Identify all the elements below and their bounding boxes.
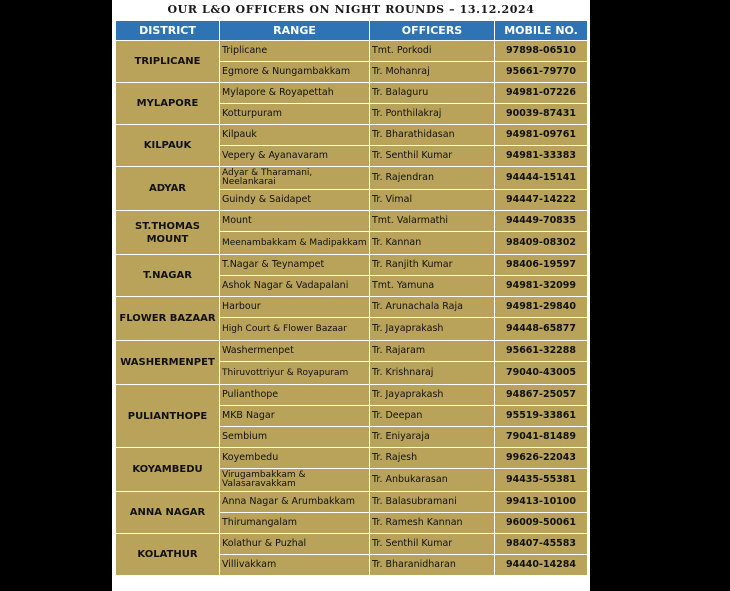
mobile-cell: 94447-14222 [495,190,588,211]
district-cell: FLOWER BAZAAR [116,297,220,341]
officers-table [115,20,588,576]
table-header-row [116,21,588,41]
mobile-cell: 98406-19597 [495,255,588,276]
mobile-cell: 94981-29840 [495,297,588,318]
table-row [116,492,588,513]
range-cell: Egmore & Nungambakkam [220,62,370,83]
officer-cell: Tr. Ranjith Kumar [370,255,495,276]
mobile-cell: 97898-06510 [495,41,588,62]
district-cell: ST.THOMAS MOUNT [116,211,220,255]
mobile-cell: 95661-79770 [495,62,588,83]
range-cell: Pulianthope [220,385,370,406]
officer-cell: Tr. Rajesh [370,448,495,469]
officer-cell: Tr. Rajendran [370,167,495,190]
district-cell: T.NAGAR [116,255,220,297]
mobile-cell: 94981-32099 [495,276,588,297]
district-cell: KOLATHUR [116,534,220,576]
district-cell: KOYAMBEDU [116,448,220,492]
mobile-cell: 95519-33861 [495,406,588,427]
range-cell: Adyar & Tharamani, Neelankarai [220,167,370,190]
mobile-cell: 94440-14284 [495,555,588,576]
range-cell: Kotturpuram [220,104,370,125]
range-cell: Kilpauk [220,125,370,146]
district-cell: MYLAPORE [116,83,220,125]
table-row [116,297,588,318]
range-cell: Vepery & Ayanavaram [220,146,370,167]
range-cell: Villivakkam [220,555,370,576]
mobile-cell: 94444-15141 [495,167,588,190]
table-row [116,211,588,232]
officer-cell: Tr. Balaguru [370,83,495,104]
officer-cell: Tr. Krishnaraj [370,362,495,385]
range-cell: Thirumangalam [220,513,370,534]
district-cell: ADYAR [116,167,220,211]
table-row [116,83,588,104]
mobile-cell: 98409-08302 [495,232,588,255]
officer-cell: Tr. Jayaprakash [370,385,495,406]
range-cell: Guindy & Saidapet [220,190,370,211]
table-row [116,385,588,406]
range-cell: Ashok Nagar & Vadapalani [220,276,370,297]
district-cell: KILPAUK [116,125,220,167]
range-cell: Virugambakkam & Valasaravakkam [220,469,370,492]
roster-sheet [112,0,590,591]
range-cell: High Court & Flower Bazaar [220,318,370,341]
officer-cell: Tr. Deepan [370,406,495,427]
district-cell: PULIANTHOPE [116,385,220,448]
range-cell: Anna Nagar & Arumbakkam [220,492,370,513]
header-range: RANGE [220,21,370,41]
officer-cell: Tr. Jayaprakash [370,318,495,341]
officer-cell: Tr. Eniyaraja [370,427,495,448]
officer-cell: Tmt. Yamuna [370,276,495,297]
range-cell: Harbour [220,297,370,318]
table-row [116,125,588,146]
officer-cell: Tr. Ponthilakraj [370,104,495,125]
table-body [116,41,588,576]
range-cell: Sembium [220,427,370,448]
table-row [116,448,588,469]
mobile-cell: 99413-10100 [495,492,588,513]
mobile-cell: 94449-70835 [495,211,588,232]
officer-cell: Tr. Bharathidasan [370,125,495,146]
officer-cell: Tmt. Porkodi [370,41,495,62]
district-cell: WASHERMENPET [116,341,220,385]
district-cell: ANNA NAGAR [116,492,220,534]
officer-cell: Tr. Senthil Kumar [370,146,495,167]
mobile-cell: 94448-65877 [495,318,588,341]
table-row [116,41,588,62]
page-title: OUR L&O OFFICERS ON NIGHT ROUNDS – 13.12.2024 [167,3,535,16]
table-row [116,167,588,190]
officer-cell: Tr. Senthil Kumar [370,534,495,555]
officer-cell: Tr. Rajaram [370,341,495,362]
mobile-cell: 94981-09761 [495,125,588,146]
mobile-cell: 96009-50061 [495,513,588,534]
district-cell: TRIPLICANE [116,41,220,83]
header-mobile: MOBILE NO. [495,21,588,41]
officer-cell: Tr. Anbukarasan [370,469,495,492]
mobile-cell: 94981-33383 [495,146,588,167]
officer-cell: Tmt. Valarmathi [370,211,495,232]
mobile-cell: 90039-87431 [495,104,588,125]
mobile-cell: 98407-45583 [495,534,588,555]
mobile-cell: 95661-32288 [495,341,588,362]
officer-cell: Tr. Balasubramani [370,492,495,513]
mobile-cell: 94981-07226 [495,83,588,104]
officer-cell: Tr. Kannan [370,232,495,255]
officer-cell: Tr. Vimal [370,190,495,211]
header-officers: OFFICERS [370,21,495,41]
range-cell: Triplicane [220,41,370,62]
header-district: DISTRICT [116,21,220,41]
mobile-cell: 94867-25057 [495,385,588,406]
mobile-cell: 79041-81489 [495,427,588,448]
officer-cell: Tr. Bharanidharan [370,555,495,576]
range-cell: T.Nagar & Teynampet [220,255,370,276]
table-row [116,341,588,362]
range-cell: Koyembedu [220,448,370,469]
table-row [116,534,588,555]
mobile-cell: 79040-43005 [495,362,588,385]
officer-cell: Tr. Ramesh Kannan [370,513,495,534]
mobile-cell: 94435-55381 [495,469,588,492]
range-cell: MKB Nagar [220,406,370,427]
range-cell: Washermenpet [220,341,370,362]
officer-cell: Tr. Mohanraj [370,62,495,83]
range-cell: Mylapore & Royapettah [220,83,370,104]
range-cell: Kolathur & Puzhal [220,534,370,555]
range-cell: Mount [220,211,370,232]
mobile-cell: 99626-22043 [495,448,588,469]
table-row [116,255,588,276]
range-cell: Meenambakkam & Madipakkam [220,232,370,255]
range-cell: Thiruvottriyur & Royapuram [220,362,370,385]
officer-cell: Tr. Arunachala Raja [370,297,495,318]
